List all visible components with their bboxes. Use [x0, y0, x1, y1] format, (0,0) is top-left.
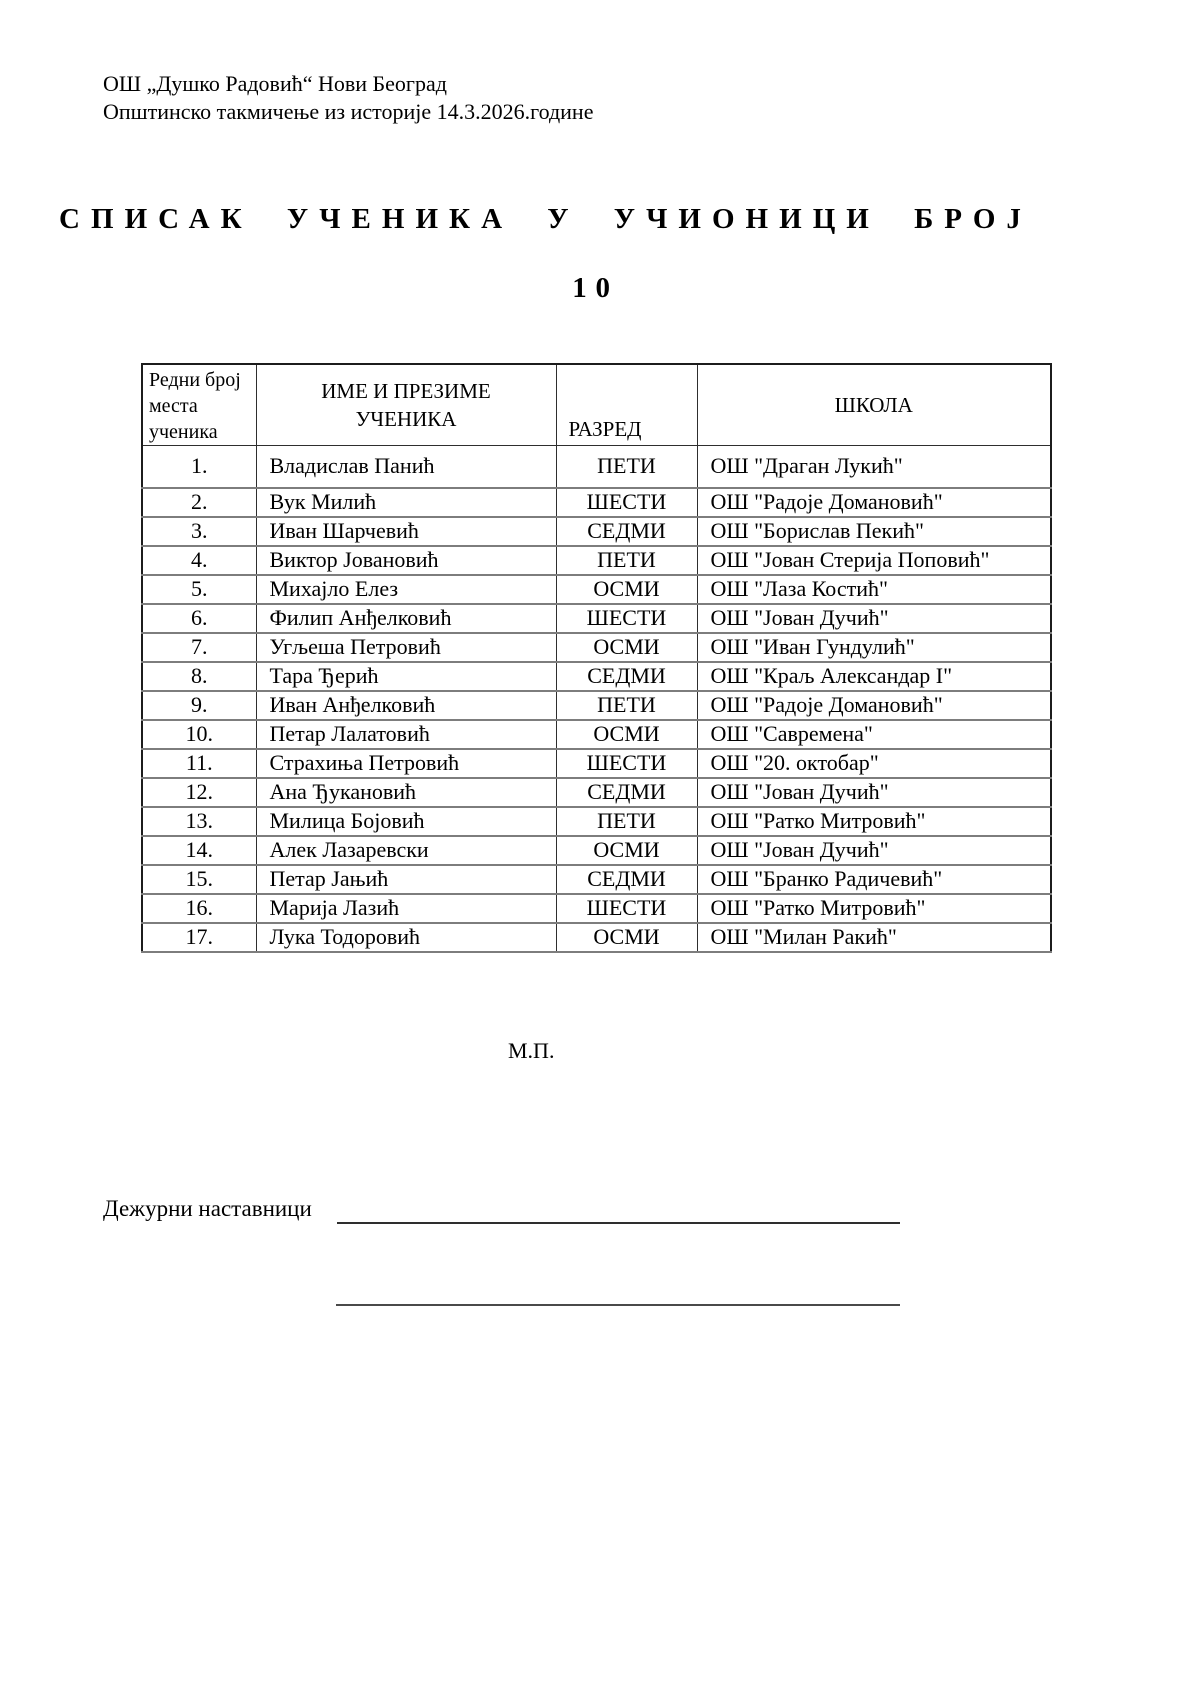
- table-header-row: [142, 364, 1051, 446]
- student-name-cell: Вук Милић: [256, 488, 556, 517]
- header-grade: РАЗРЕД: [556, 364, 697, 446]
- signature-label: Дежурни наставници: [103, 1196, 312, 1221]
- school-cell: ОШ "20. октобар": [697, 749, 1051, 778]
- student-name-cell: Иван Шарчевић: [256, 517, 556, 546]
- row-number-cell: 6.: [142, 604, 256, 633]
- table-row: [142, 575, 1051, 604]
- grade-cell: ПЕТИ: [556, 546, 697, 575]
- school-cell: ОШ "Милан Ракић": [697, 923, 1051, 952]
- student-name-cell: Алек Лазаревски: [256, 836, 556, 865]
- grade-cell: ОСМИ: [556, 923, 697, 952]
- student-name-cell: Филип Анђелковић: [256, 604, 556, 633]
- table-row: [142, 865, 1051, 894]
- grade-cell: СЕДМИ: [556, 778, 697, 807]
- grade-cell: ШЕСТИ: [556, 488, 697, 517]
- school-cell: ОШ "Краљ Александар I": [697, 662, 1051, 691]
- school-cell: ОШ "Јован Дучић": [697, 836, 1051, 865]
- row-number-cell: 15.: [142, 865, 256, 894]
- header-school: ШКОЛА: [697, 364, 1051, 446]
- row-number-cell: 1.: [142, 446, 256, 488]
- table-row: [142, 633, 1051, 662]
- table-row: [142, 604, 1051, 633]
- student-name-cell: Михајло Елез: [256, 575, 556, 604]
- row-number-cell: 8.: [142, 662, 256, 691]
- grade-cell: ПЕТИ: [556, 446, 697, 488]
- school-cell: ОШ "Јован Дучић": [697, 778, 1051, 807]
- grade-cell: ПЕТИ: [556, 691, 697, 720]
- grade-cell: СЕДМИ: [556, 865, 697, 894]
- row-number-cell: 16.: [142, 894, 256, 923]
- table-row: [142, 778, 1051, 807]
- student-name-cell: Страхиња Петровић: [256, 749, 556, 778]
- room-number: 10: [572, 272, 619, 304]
- school-cell: ОШ "Борислав Пекић": [697, 517, 1051, 546]
- row-number-cell: 4.: [142, 546, 256, 575]
- signature-line-2: [336, 1304, 900, 1306]
- row-number-cell: 11.: [142, 749, 256, 778]
- school-cell: ОШ "Јован Стерија Поповић": [697, 546, 1051, 575]
- grade-cell: ШЕСТИ: [556, 604, 697, 633]
- student-name-cell: Угљеша Петровић: [256, 633, 556, 662]
- student-name-cell: Милица Бојовић: [256, 807, 556, 836]
- student-name-cell: Иван Анђелковић: [256, 691, 556, 720]
- student-name-cell: Петар Лалатовић: [256, 720, 556, 749]
- students-table: [141, 363, 1052, 953]
- school-cell: ОШ "Иван Гундулић": [697, 633, 1051, 662]
- header-name: [256, 364, 556, 446]
- school-cell: ОШ "Драган Лукић": [697, 446, 1051, 488]
- school-cell: ОШ "Радоје Домановић": [697, 691, 1051, 720]
- competition-line: Општинско такмичење из историје 14.3.2026.године: [103, 99, 594, 124]
- row-number-cell: 13.: [142, 807, 256, 836]
- table-row: [142, 488, 1051, 517]
- student-name-cell: Владислав Панић: [256, 446, 556, 488]
- school-name-line: ОШ „Душко Радовић“ Нови Београд: [103, 71, 447, 96]
- table-row: [142, 517, 1051, 546]
- table-row: [142, 546, 1051, 575]
- grade-cell: ШЕСТИ: [556, 894, 697, 923]
- table-row: [142, 720, 1051, 749]
- school-cell: ОШ "Бранко Радичевић": [697, 865, 1051, 894]
- header-ordinal: Редни број места ученика: [142, 364, 256, 446]
- stamp-label: М.П.: [508, 1038, 555, 1063]
- row-number-cell: 10.: [142, 720, 256, 749]
- table-row: [142, 749, 1051, 778]
- student-name-cell: Петар Јањић: [256, 865, 556, 894]
- row-number-cell: 5.: [142, 575, 256, 604]
- school-cell: ОШ "Ратко Митровић": [697, 807, 1051, 836]
- table-row: [142, 446, 1051, 488]
- signature-line-1: [337, 1222, 900, 1224]
- table-row: [142, 836, 1051, 865]
- row-number-cell: 7.: [142, 633, 256, 662]
- row-number-cell: 3.: [142, 517, 256, 546]
- table-row: [142, 894, 1051, 923]
- grade-cell: СЕДМИ: [556, 517, 697, 546]
- header-name-text: ИМЕ И ПРЕЗИМЕ УЧЕНИКА: [321, 379, 491, 431]
- grade-cell: ШЕСТИ: [556, 749, 697, 778]
- school-cell: ОШ "Радоје Домановић": [697, 488, 1051, 517]
- table-row: [142, 807, 1051, 836]
- row-number-cell: 12.: [142, 778, 256, 807]
- table-row: [142, 691, 1051, 720]
- document-header: [103, 70, 593, 126]
- row-number-cell: 17.: [142, 923, 256, 952]
- grade-cell: ПЕТИ: [556, 807, 697, 836]
- student-name-cell: Лука Тодоровић: [256, 923, 556, 952]
- student-name-cell: Тара Ђерић: [256, 662, 556, 691]
- school-cell: ОШ "Лаза Костић": [697, 575, 1051, 604]
- school-cell: ОШ "Ратко Митровић": [697, 894, 1051, 923]
- student-name-cell: Ана Ђукановић: [256, 778, 556, 807]
- grade-cell: ОСМИ: [556, 720, 697, 749]
- row-number-cell: 14.: [142, 836, 256, 865]
- grade-cell: СЕДМИ: [556, 662, 697, 691]
- table-row: [142, 923, 1051, 952]
- grade-cell: ОСМИ: [556, 575, 697, 604]
- table-row: [142, 662, 1051, 691]
- grade-cell: ОСМИ: [556, 633, 697, 662]
- row-number-cell: 9.: [142, 691, 256, 720]
- row-number-cell: 2.: [142, 488, 256, 517]
- student-name-cell: Марија Лазић: [256, 894, 556, 923]
- school-cell: ОШ "Јован Дучић": [697, 604, 1051, 633]
- page-title: СПИСАК УЧЕНИКА У УЧИОНИЦИ БРОЈ: [59, 203, 1032, 235]
- school-cell: ОШ "Савремена": [697, 720, 1051, 749]
- student-name-cell: Виктор Јовановић: [256, 546, 556, 575]
- grade-cell: ОСМИ: [556, 836, 697, 865]
